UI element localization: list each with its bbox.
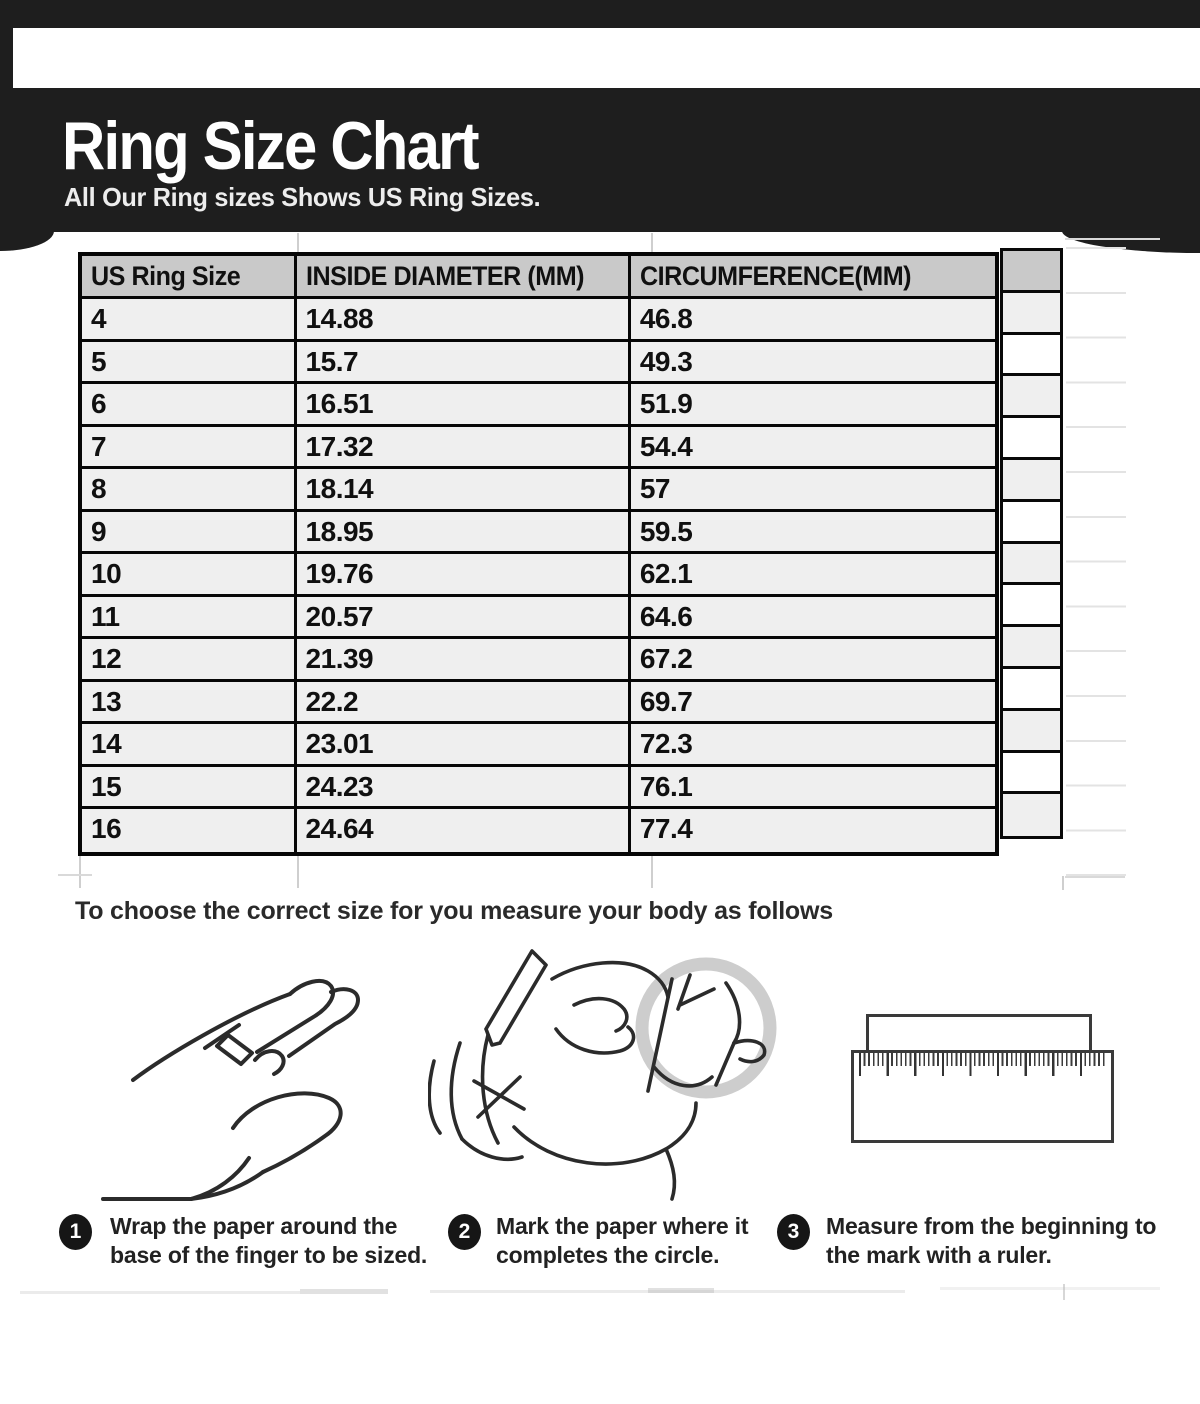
table-row: 9 18.95 59.5 <box>82 512 995 555</box>
table-row: 7 17.32 54.4 <box>82 427 995 470</box>
empty-cell <box>1003 502 1060 544</box>
empty-cell <box>1003 711 1060 753</box>
ghost-gridline <box>297 856 299 888</box>
step-1-text: Wrap the paper around the base of the finger to be sized. <box>110 1213 428 1268</box>
compression-smudge <box>300 1289 388 1294</box>
empty-cell <box>1003 376 1060 418</box>
step-2-number-badge: 2 <box>448 1214 481 1250</box>
step-2-text: Mark the paper where it completes the circle. <box>496 1213 749 1268</box>
header-band <box>0 0 1200 232</box>
header-white-strip <box>13 28 1200 88</box>
ghost-gridline-tails <box>1066 247 1126 879</box>
compression-smudge <box>648 1288 714 1293</box>
ruler-major-ticks <box>859 1053 1107 1076</box>
step-1-number-badge: 1 <box>59 1214 92 1250</box>
table-row: 8 18.14 57 <box>82 469 995 512</box>
table-row: 12 21.39 67.2 <box>82 639 995 682</box>
ghost-gridline <box>79 856 81 888</box>
ring-size-table <box>78 252 999 856</box>
empty-cell <box>1003 460 1060 502</box>
band-left-wedge <box>0 231 54 251</box>
table-row: 4 14.88 46.8 <box>82 299 995 342</box>
table-row: 5 15.7 49.3 <box>82 342 995 385</box>
table-row: 13 22.2 69.7 <box>82 682 995 725</box>
empty-cell <box>1003 669 1060 711</box>
empty-cell <box>1003 794 1060 836</box>
ghost-gridline <box>1065 238 1160 240</box>
compression-smudge <box>20 1291 300 1294</box>
hand-with-paper-strip-illustration <box>85 952 415 1207</box>
empty-cell <box>1003 585 1060 627</box>
empty-cell <box>1003 753 1060 795</box>
ghost-gridline <box>1062 876 1064 890</box>
empty-cell <box>1003 627 1060 669</box>
column-header-circumference: CIRCUMFERENCE(MM) <box>639 261 911 291</box>
hands-marking-paper-with-pencil-illustration <box>428 945 803 1213</box>
step-3-number-badge: 3 <box>777 1214 810 1250</box>
compression-smudge <box>940 1287 1160 1290</box>
table-row: 15 24.23 76.1 <box>82 767 995 810</box>
empty-cell <box>1003 335 1060 377</box>
ghost-gridline <box>651 856 653 888</box>
table-row: 14 23.01 72.3 <box>82 724 995 767</box>
ghost-gridline <box>651 233 653 252</box>
measure-instruction-heading: To choose the correct size for you measure your body as follows <box>75 897 833 925</box>
right-empty-cells-column <box>1000 248 1063 839</box>
table-row: 16 24.64 77.4 <box>82 809 995 852</box>
empty-cell <box>1003 418 1060 460</box>
ghost-gridline <box>297 233 299 252</box>
empty-cell <box>1003 293 1060 335</box>
ghost-gridline <box>58 874 92 876</box>
paper-strip <box>866 1014 1092 1054</box>
page-subtitle: All Our Ring sizes Shows US Ring Sizes. <box>64 182 541 212</box>
empty-cell <box>1003 544 1060 586</box>
page-title: Ring Size Chart <box>62 108 478 184</box>
compression-smudge <box>1063 1284 1065 1300</box>
table-row: 10 19.76 62.1 <box>82 554 995 597</box>
empty-cell <box>1003 251 1060 293</box>
column-header-inside-diameter: INSIDE DIAMETER (MM) <box>297 256 631 296</box>
column-header-us-ring-size: US Ring Size <box>82 256 297 296</box>
step-3-text: Measure from the beginning to the mark with a ruler. <box>826 1213 1157 1268</box>
table-row: 11 20.57 64.6 <box>82 597 995 640</box>
table-row: 6 16.51 51.9 <box>82 384 995 427</box>
table-header-row <box>82 256 995 299</box>
